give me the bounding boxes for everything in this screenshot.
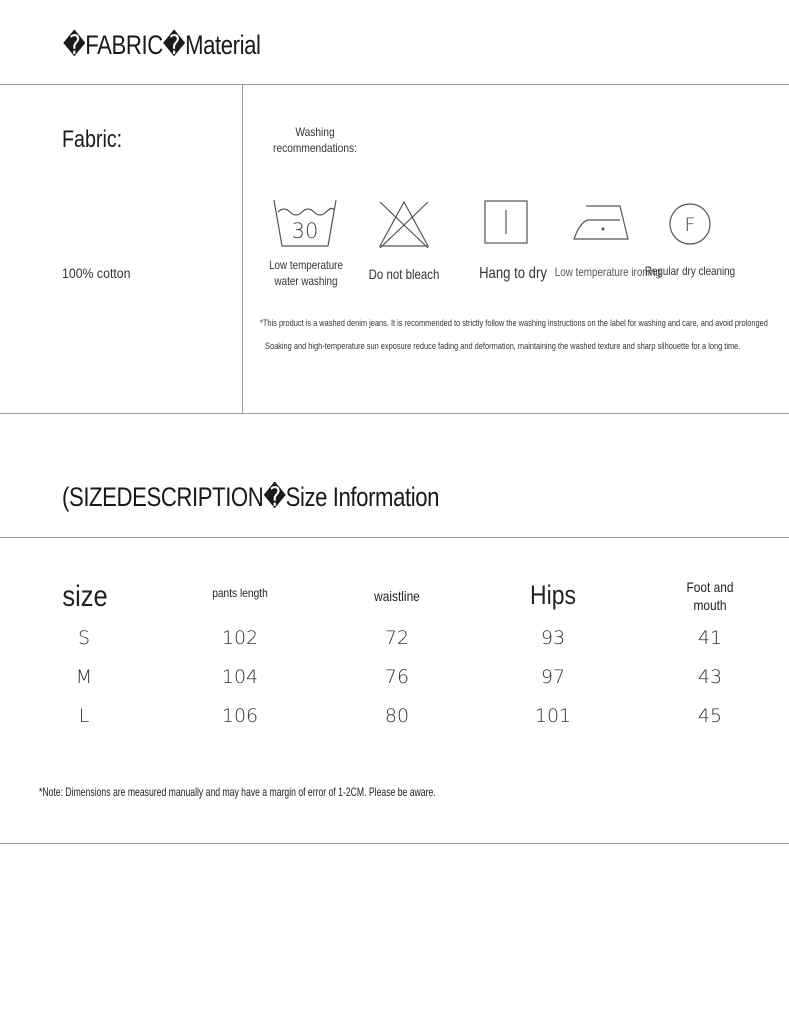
- table-cell: 76: [384, 666, 410, 688]
- fabric-section-heading: �FABRIC�Material: [63, 30, 261, 60]
- column-header-waistline: waistline: [374, 588, 420, 604]
- table-cell: 102: [221, 627, 259, 649]
- divider: [0, 537, 789, 538]
- care-label-hang-dry: Hang to dry: [479, 265, 547, 282]
- care-note-line-2: Soaking and high-temperature sun exposure reduce fading and deformation, maintaining the washed texture and sharp silhouette for a long time.: [265, 341, 741, 352]
- table-cell: 93: [540, 627, 566, 649]
- table-cell: M: [75, 666, 93, 688]
- no-bleach-icon: [376, 198, 432, 257]
- dry-clean-symbol: F: [684, 214, 696, 236]
- table-cell: 41: [697, 627, 723, 649]
- table-cell: 97: [540, 666, 566, 688]
- dry-clean-f-icon: [668, 202, 712, 251]
- care-label-bleach: Do not bleach: [368, 266, 440, 282]
- table-cell: 43: [697, 666, 723, 688]
- column-divider: [242, 84, 243, 414]
- fabric-label: Fabric:: [62, 126, 123, 153]
- table-cell: 101: [534, 705, 572, 727]
- table-cell: 72: [384, 627, 410, 649]
- fabric-value: 100% cotton: [62, 265, 131, 281]
- care-note-line-1: *This product is a washed denim jeans. It is recommended to strictly follow the washing instructions on the label for washing and care, and avoid prolonged: [260, 318, 768, 329]
- column-header-pants-length: pants length: [212, 586, 268, 600]
- low-iron-icon: [572, 202, 630, 247]
- table-cell: 104: [221, 666, 259, 688]
- table-cell: 106: [221, 705, 259, 727]
- wash-temp-symbol: 30: [291, 219, 319, 243]
- care-label-wash: Low temperature water washing: [269, 258, 343, 288]
- care-label-dry-clean: Regular dry cleaning: [644, 264, 736, 278]
- size-note: *Note: Dimensions are measured manually and may have a margin of error of 1-2CM. Please be aware.: [39, 785, 436, 799]
- washing-title: Washing recommendations:: [273, 125, 357, 155]
- column-header-foot-and-mouth: Foot and mouth: [686, 579, 734, 613]
- divider: [0, 413, 789, 414]
- care-label-iron: Low temperature ironing: [554, 265, 661, 279]
- table-cell: L: [78, 705, 90, 727]
- column-header-size: size: [62, 580, 108, 613]
- hang-dry-icon: [484, 200, 530, 251]
- divider: [0, 84, 789, 85]
- size-section-heading: (SIZEDESCRIPTION�Size Information: [62, 482, 440, 512]
- table-cell: 80: [384, 705, 410, 727]
- divider: [0, 843, 789, 844]
- table-cell: S: [77, 627, 91, 649]
- wash-30-icon: [272, 198, 338, 255]
- column-header-hips: Hips: [530, 580, 576, 610]
- table-cell: 45: [697, 705, 723, 727]
